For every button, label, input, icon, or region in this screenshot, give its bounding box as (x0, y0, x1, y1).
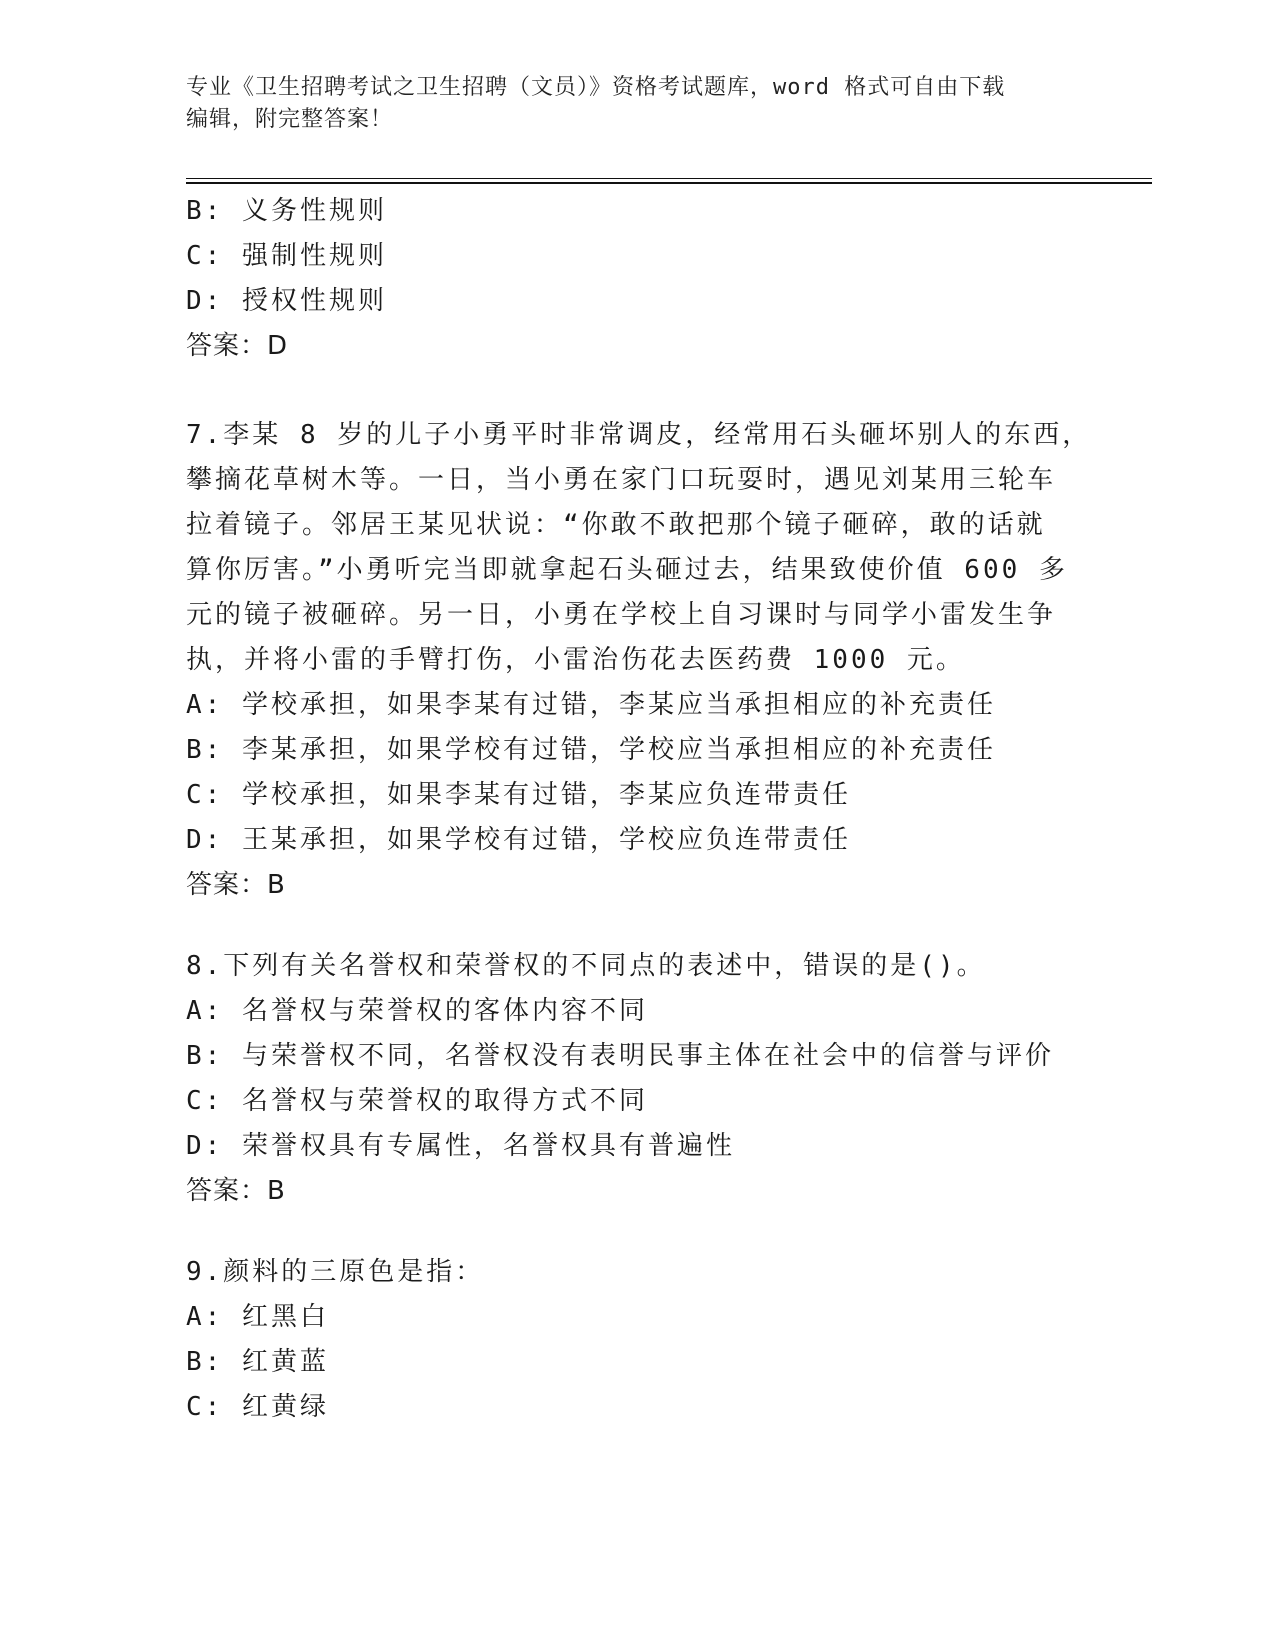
q9-option-a: A: 红黑白 (186, 1302, 329, 1332)
question-content (186, 189, 1092, 1430)
question-9 (186, 1250, 1066, 1430)
q9-stem: 9.颜料的三原色是指： (186, 1257, 485, 1287)
q7-stem-line: 算你厉害。”小勇听完当即就拿起石头砸过去，结果致使价值 600 多 (186, 555, 1068, 585)
header-divider-thick (186, 182, 1152, 184)
q8-option-b: B: 与荣誉权不同，名誉权没有表明民事主体在社会中的信誉与评价 (186, 1041, 1054, 1071)
q7-stem-line: 执，并将小雷的手臂打伤，小雷治伤花去医药费 1000 元。 (186, 645, 965, 675)
q7-stem-line: 攀摘花草树木等。一日，当小勇在家门口玩耍时，遇见刘某用三轮车 (186, 465, 1057, 495)
question-6-tail (186, 189, 1066, 369)
q7-answer: 答案：B (186, 870, 286, 900)
header-intro-line-2: 编辑，附完整答案！ (186, 107, 394, 132)
q8-option-d: D: 荣誉权具有专属性，名誉权具有普遍性 (186, 1131, 735, 1161)
q8-option-c: C: 名誉权与荣誉权的取得方式不同 (186, 1086, 648, 1116)
q8-stem: 8.下列有关名誉权和荣誉权的不同点的表述中，错误的是()。 (186, 951, 986, 981)
q8-option-a: A: 名誉权与荣誉权的客体内容不同 (186, 996, 648, 1026)
q7-option-b: B: 李某承担，如果学校有过错，学校应当承担相应的补充责任 (186, 735, 996, 765)
header-intro-line-1: 专业《卫生招聘考试之卫生招聘（文员）》资格考试题库，word 格式可自由下载 (186, 75, 1006, 100)
q7-stem-line: 拉着镜子。邻居王某见状说：“你敢不敢把那个镜子砸碎，敢的话就 (186, 510, 1046, 540)
q7-stem-line: 7.李某 8 岁的儿子小勇平时非常调皮，经常用石头砸坏别人的东西， (186, 420, 1092, 450)
question-7 (186, 413, 1092, 908)
spacer (186, 908, 1066, 944)
q6-option-c: C: 强制性规则 (186, 241, 387, 271)
q6-option-d: D: 授权性规则 (186, 286, 387, 316)
q9-option-c: C: 红黄绿 (186, 1392, 329, 1422)
question-8 (186, 944, 1066, 1214)
q9-option-b: B: 红黄蓝 (186, 1347, 329, 1377)
document-header (186, 72, 1066, 136)
q7-option-c: C: 学校承担，如果李某有过错，李某应负连带责任 (186, 780, 851, 810)
q7-option-a: A: 学校承担，如果李某有过错，李某应当承担相应的补充责任 (186, 690, 996, 720)
q6-option-b: B: 义务性规则 (186, 196, 387, 226)
q8-answer: 答案：B (186, 1176, 286, 1206)
q7-option-d: D: 王某承担，如果学校有过错，学校应负连带责任 (186, 825, 851, 855)
q6-answer: 答案：D (186, 331, 289, 361)
q7-stem-line: 元的镜子被砸碎。另一日，小勇在学校上自习课时与同学小雷发生争 (186, 600, 1057, 630)
spacer (186, 1214, 1066, 1250)
header-divider-thin (186, 178, 1152, 179)
spacer (186, 369, 1066, 413)
